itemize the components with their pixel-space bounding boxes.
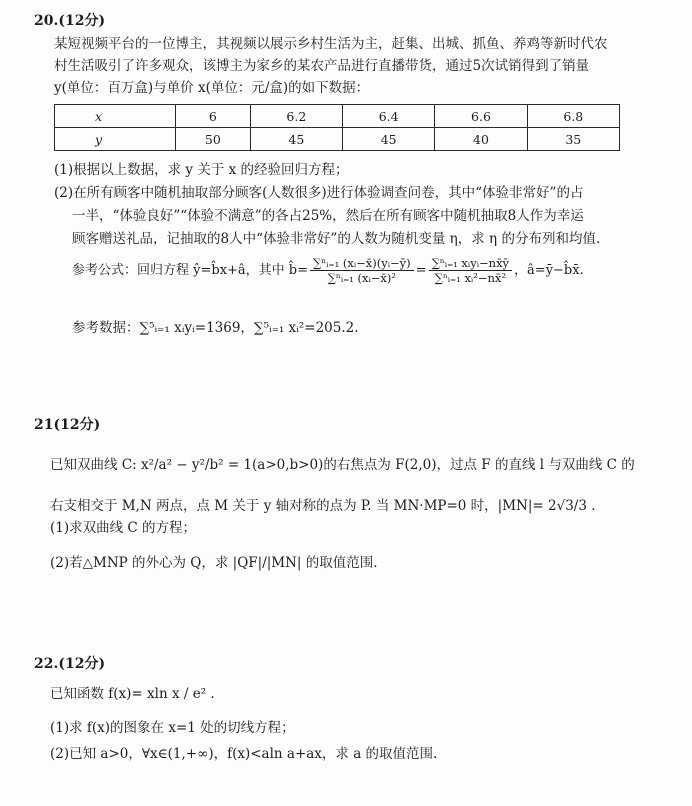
data-table (54, 104, 620, 151)
q22-header: 22.(12分) (34, 656, 106, 672)
table-cell: 50 (176, 128, 251, 151)
table-cell: 45 (250, 128, 342, 151)
q21-paragraph-line1: 已知双曲线 C: x²/a² − y²/b² = 1(a>0,b>0)的右焦点为 F(2,0)，过点 F 的直线 l 与双曲线 C 的 (50, 457, 635, 473)
table-cell: 40 (435, 128, 527, 151)
q20-header: 20.(12分) (34, 13, 106, 29)
table-cell: 35 (527, 128, 619, 151)
formula-equals: = (415, 263, 427, 278)
table-row-label: x (55, 105, 176, 128)
formula-numerator-1: ∑ⁿᵢ₌₁ (xᵢ−x̄)(yᵢ−ȳ) (310, 256, 414, 271)
q20-subquestion-2-line2: 一半，“体验良好”“体验不满意”的各占25%，然后在所有顾客中随机抽取8人作为幸运 (72, 208, 584, 224)
formula-fraction-2 (429, 256, 512, 285)
q21-subquestion-1: (1)求双曲线 C 的方程； (50, 520, 197, 536)
formula-denominator-2: ∑ⁿᵢ₌₁ xᵢ²−nx̄² (434, 271, 506, 285)
formula-denominator-1: ∑ⁿᵢ₌₁ (xᵢ−x̄)² (327, 271, 397, 285)
table-row-y (55, 128, 620, 151)
formula-numerator-2: ∑ⁿᵢ₌₁ xᵢyᵢ−nx̄ȳ (429, 256, 512, 271)
formula-fraction-1 (310, 256, 414, 285)
q20-paragraph-line3: y(单位：百万盒)与单价 x(单位：元/盒)的如下数据： (54, 80, 370, 96)
table-row-x (55, 105, 620, 128)
table-cell: 6.8 (527, 105, 619, 128)
table-cell: 6 (176, 105, 251, 128)
q20-subquestion-2-line3: 顾客赠送礼品，记抽取的8人中“体验非常好”的人数为随机变量 η，求 η 的分布列和均值. (72, 231, 601, 247)
q22-paragraph-line1: 已知函数 f(x)= xln x / e² . (50, 686, 215, 702)
q20-subquestion-1: (1)根据以上数据，求 y 关于 x 的经验回归方程； (54, 162, 349, 178)
q21-paragraph-line2: 右支相交于 M,N 两点，点 M 关于 y 轴对称的点为 P. 当 MN·MP=0 时，|MN|= 2√3/3 . (50, 498, 596, 514)
q21-header: 21(12分) (34, 417, 101, 433)
q21-subquestion-2: (2)若△MNP 的外心为 Q，求 |QF|/|MN| 的取值范围. (50, 555, 378, 571)
reference-formula (72, 256, 584, 285)
table-row-label: y (55, 128, 176, 151)
formula-label: 参考公式：回归方程 ŷ=b̂x+â，其中 b̂= (72, 263, 309, 278)
q20-paragraph-line2: 村生活吸引了许多观众，该博主为家乡的某农产品进行直播带货，通过5次试销得到了销量 (54, 58, 590, 74)
q22-subquestion-1: (1)求 f(x)的图象在 x=1 处的切线方程； (50, 720, 295, 736)
table-cell: 6.6 (435, 105, 527, 128)
reference-data: 参考数据：∑⁵ᵢ₌₁ xᵢyᵢ=1369，∑⁵ᵢ₌₁ xᵢ²=205.2. (72, 320, 359, 336)
table-cell: 45 (343, 128, 435, 151)
q20-paragraph-line1: 某短视频平台的一位博主，其视频以展示乡村生活为主，赶集、出城、抓鱼、养鸡等新时代农 (54, 36, 608, 52)
table-cell: 6.4 (343, 105, 435, 128)
table-cell: 6.2 (250, 105, 342, 128)
formula-tail: ，â=ȳ−b̂x̄. (514, 263, 584, 278)
q22-subquestion-2: (2)已知 a>0，∀x∈(1,+∞)，f(x)<aln a+ax，求 a 的取值范围. (50, 746, 438, 762)
q20-subquestion-2-line1: (2)在所有顾客中随机抽取部分顾客(人数很多)进行体验调查问卷，其中“体验非常好”的占 (54, 185, 584, 201)
